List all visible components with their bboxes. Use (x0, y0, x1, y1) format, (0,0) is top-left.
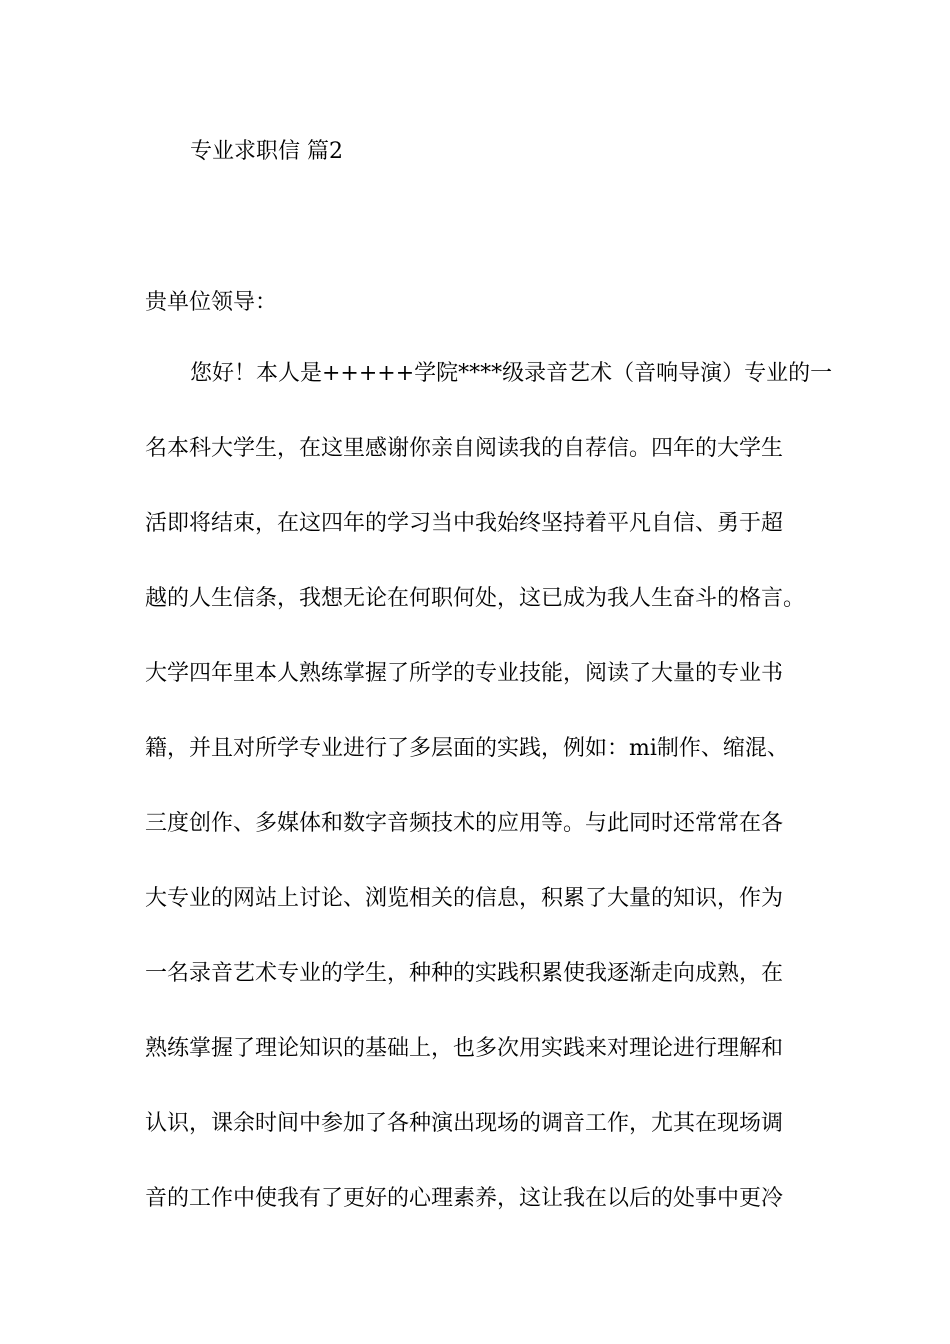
body-line: 三度创作、多媒体和数字音频技术的应用等。与此同时还常常在各 (145, 811, 784, 836)
body-line: 一名录音艺术专业的学生，种种的实践积累使我逐渐走向成熟，在 (145, 961, 784, 986)
body-line: 活即将结束，在这四年的学习当中我始终坚持着平凡自信、勇于超 (145, 511, 784, 536)
body-line: 大学四年里本人熟练掌握了所学的专业技能，阅读了大量的专业书 (145, 661, 784, 686)
letter-body (145, 358, 833, 1258)
salutation: 贵单位领导： (145, 290, 278, 315)
body-line: 越的人生信条，我想无论在何职何处，这已成为我人生奋斗的格言。 (145, 586, 806, 611)
body-line: 名本科大学生，在这里感谢你亲自阅读我的自荐信。四年的大学生 (145, 436, 784, 461)
body-line: 您好！本人是+++++学院****级录音艺术（音响导演）专业的一 (190, 361, 833, 386)
body-line: 大专业的网站上讨论、浏览相关的信息，积累了大量的知识，作为 (145, 886, 784, 911)
body-line: 熟练掌握了理论知识的基础上，也多次用实践来对理论进行理解和 (145, 1036, 784, 1061)
letter-heading: 专业求职信 篇2 (190, 139, 343, 164)
body-line: 认识，课余时间中参加了各种演出现场的调音工作，尤其在现场调 (145, 1111, 784, 1136)
body-line: 籍，并且对所学专业进行了多层面的实践，例如：mi制作、缩混、 (145, 736, 789, 761)
body-line: 音的工作中使我有了更好的心理素养，这让我在以后的处事中更冷 (145, 1186, 784, 1211)
